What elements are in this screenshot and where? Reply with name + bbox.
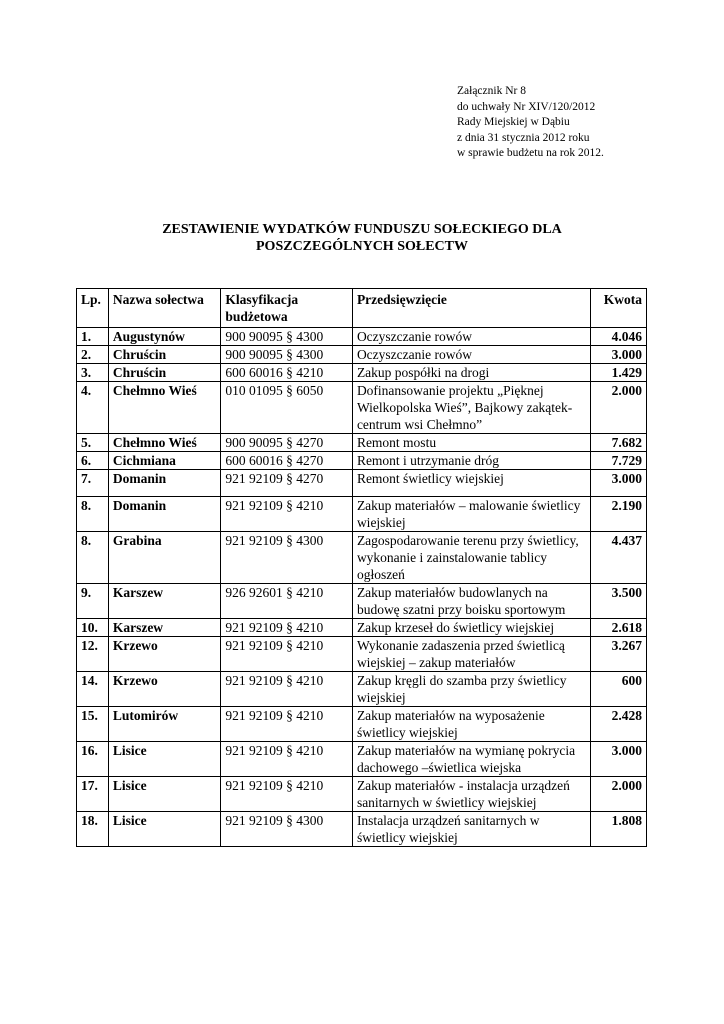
- row-przedsiewziecie: Instalacja urządzeń sanitarnych w świetlicy wiejskiej: [352, 812, 590, 847]
- header-przedsiewziecie: Przedsięwzięcie: [352, 289, 590, 328]
- row-kwota: 7.682: [590, 434, 646, 452]
- row-klasyfikacja: 921 92109 § 4210: [221, 637, 353, 672]
- row-przedsiewziecie: Oczyszczanie rowów: [352, 328, 590, 346]
- row-kwota: 1.429: [590, 364, 646, 382]
- row-name: Karszew: [108, 619, 221, 637]
- row-klasyfikacja: 921 92109 § 4300: [221, 532, 353, 584]
- row-przedsiewziecie: Wykonanie zadaszenia przed świetlicą wiejskiej – zakup materiałów: [352, 637, 590, 672]
- table-row: [77, 672, 647, 707]
- row-kwota: 600: [590, 672, 646, 707]
- row-przedsiewziecie: Remont mostu: [352, 434, 590, 452]
- header-name: Nazwa sołectwa: [108, 289, 221, 328]
- header-kwota: Kwota: [590, 289, 646, 328]
- row-lp: 3.: [77, 364, 109, 382]
- row-lp: 15.: [77, 707, 109, 742]
- row-lp: 18.: [77, 812, 109, 847]
- annex-line: Rady Miejskiej w Dąbiu: [457, 116, 570, 128]
- row-klasyfikacja: 600 60016 § 4210: [221, 364, 353, 382]
- row-przedsiewziecie: Zakup materiałów – malowanie świetlicy wiejskiej: [352, 497, 590, 532]
- row-kwota: 2.618: [590, 619, 646, 637]
- table-row: [77, 584, 647, 619]
- row-klasyfikacja: 010 01095 § 6050: [221, 382, 353, 434]
- row-klasyfikacja: 900 90095 § 4270: [221, 434, 353, 452]
- row-name: Lutomirów: [108, 707, 221, 742]
- row-kwota: 3.000: [590, 346, 646, 364]
- row-klasyfikacja: 921 92109 § 4210: [221, 742, 353, 777]
- expenditure-table: [76, 288, 647, 847]
- row-kwota: 2.190: [590, 497, 646, 532]
- annex-line: do uchwały Nr XIV/120/2012: [457, 100, 596, 113]
- row-przedsiewziecie: Dofinansowanie projektu „Pięknej Wielkopolska Wieś”, Bajkowy zakątek-centrum wsi Chełmno”: [352, 382, 590, 434]
- row-przedsiewziecie: Zagospodarowanie terenu przy świetlicy, wykonanie i zainstalowanie tablicy ogłoszeń: [352, 532, 590, 584]
- row-przedsiewziecie: Zakup krzeseł do świetlicy wiejskiej: [352, 619, 590, 637]
- table-row: [77, 777, 647, 812]
- row-lp: 14.: [77, 672, 109, 707]
- row-lp: 10.: [77, 619, 109, 637]
- table-row: [77, 619, 647, 637]
- row-klasyfikacja: 921 92109 § 4270: [221, 470, 353, 497]
- row-name: Chruścin: [108, 364, 221, 382]
- row-lp: 2.: [77, 346, 109, 364]
- row-name: Cichmiana: [108, 452, 221, 470]
- table-row: [77, 812, 647, 847]
- row-lp: 1.: [77, 328, 109, 346]
- table-row: [77, 637, 647, 672]
- table-row: [77, 742, 647, 777]
- annex-line: z dnia 31 stycznia 2012 roku: [457, 131, 590, 144]
- row-lp: 8.: [77, 497, 109, 532]
- row-lp: 8.: [77, 532, 109, 584]
- table-row: [77, 452, 647, 470]
- row-przedsiewziecie: Zakup kręgli do szamba przy świetlicy wiejskiej: [352, 672, 590, 707]
- row-name: Karszew: [108, 584, 221, 619]
- row-przedsiewziecie: Zakup materiałów - instalacja urządzeń sanitarnych w świetlicy wiejskiej: [352, 777, 590, 812]
- table-row: [77, 707, 647, 742]
- table-row: [77, 497, 647, 532]
- row-name: Lisice: [108, 777, 221, 812]
- row-przedsiewziecie: Zakup materiałów na wyposażenie świetlicy wiejskiej: [352, 707, 590, 742]
- row-lp: 5.: [77, 434, 109, 452]
- table-row: [77, 382, 647, 434]
- row-klasyfikacja: 921 92109 § 4210: [221, 707, 353, 742]
- row-kwota: 1.808: [590, 812, 646, 847]
- title-line-2: POSZCZEGÓLNYCH SOŁECTW: [256, 239, 468, 254]
- row-name: Domanin: [108, 470, 221, 497]
- row-kwota: 2.428: [590, 707, 646, 742]
- row-klasyfikacja: 921 92109 § 4210: [221, 672, 353, 707]
- row-przedsiewziecie: Zakup pospółki na drogi: [352, 364, 590, 382]
- table-row: [77, 532, 647, 584]
- header-lp: Lp.: [77, 289, 109, 328]
- row-kwota: 4.437: [590, 532, 646, 584]
- row-kwota: 4.046: [590, 328, 646, 346]
- annex-line: Załącznik Nr 8: [457, 85, 526, 97]
- row-lp: 9.: [77, 584, 109, 619]
- row-name: Grabina: [108, 532, 221, 584]
- row-przedsiewziecie: Oczyszczanie rowów: [352, 346, 590, 364]
- row-lp: 7.: [77, 470, 109, 497]
- row-kwota: 7.729: [590, 452, 646, 470]
- row-przedsiewziecie: Zakup materiałów budowlanych na budowę szatni przy boisku sportowym: [352, 584, 590, 619]
- header-klasyfikacja: Klasyfikacja budżetowa: [221, 289, 353, 328]
- row-przedsiewziecie: Remont i utrzymanie dróg: [352, 452, 590, 470]
- table-row: [77, 364, 647, 382]
- row-name: Lisice: [108, 812, 221, 847]
- row-name: Domanin: [108, 497, 221, 532]
- row-przedsiewziecie: Zakup materiałów na wymianę pokrycia dachowego –świetlica wiejska: [352, 742, 590, 777]
- row-name: Krzewo: [108, 672, 221, 707]
- row-lp: 16.: [77, 742, 109, 777]
- row-name: Chruścin: [108, 346, 221, 364]
- row-name: Augustynów: [108, 328, 221, 346]
- row-lp: 6.: [77, 452, 109, 470]
- row-name: Chełmno Wieś: [108, 434, 221, 452]
- table-header-row: [77, 289, 647, 328]
- row-przedsiewziecie: Remont świetlicy wiejskiej: [352, 470, 590, 497]
- annex-note: [457, 84, 604, 162]
- row-kwota: 3.000: [590, 742, 646, 777]
- row-lp: 4.: [77, 382, 109, 434]
- row-name: Krzewo: [108, 637, 221, 672]
- row-kwota: 3.000: [590, 470, 646, 497]
- table-row: [77, 470, 647, 497]
- row-name: Lisice: [108, 742, 221, 777]
- title-line-1: ZESTAWIENIE WYDATKÓW FUNDUSZU SOŁECKIEGO DLA: [162, 222, 562, 237]
- row-klasyfikacja: 921 92109 § 4210: [221, 619, 353, 637]
- row-klasyfikacja: 921 92109 § 4300: [221, 812, 353, 847]
- row-lp: 12.: [77, 637, 109, 672]
- document-title: [0, 221, 724, 255]
- row-kwota: 2.000: [590, 382, 646, 434]
- row-name: Chełmno Wieś: [108, 382, 221, 434]
- row-kwota: 3.500: [590, 584, 646, 619]
- row-klasyfikacja: 900 90095 § 4300: [221, 346, 353, 364]
- row-klasyfikacja: 921 92109 § 4210: [221, 777, 353, 812]
- row-lp: 17.: [77, 777, 109, 812]
- row-kwota: 3.267: [590, 637, 646, 672]
- row-klasyfikacja: 926 92601 § 4210: [221, 584, 353, 619]
- table-row: [77, 328, 647, 346]
- annex-line: w sprawie budżetu na rok 2012.: [457, 147, 604, 159]
- table-row: [77, 434, 647, 452]
- table-row: [77, 346, 647, 364]
- row-klasyfikacja: 600 60016 § 4270: [221, 452, 353, 470]
- row-klasyfikacja: 900 90095 § 4300: [221, 328, 353, 346]
- row-klasyfikacja: 921 92109 § 4210: [221, 497, 353, 532]
- row-kwota: 2.000: [590, 777, 646, 812]
